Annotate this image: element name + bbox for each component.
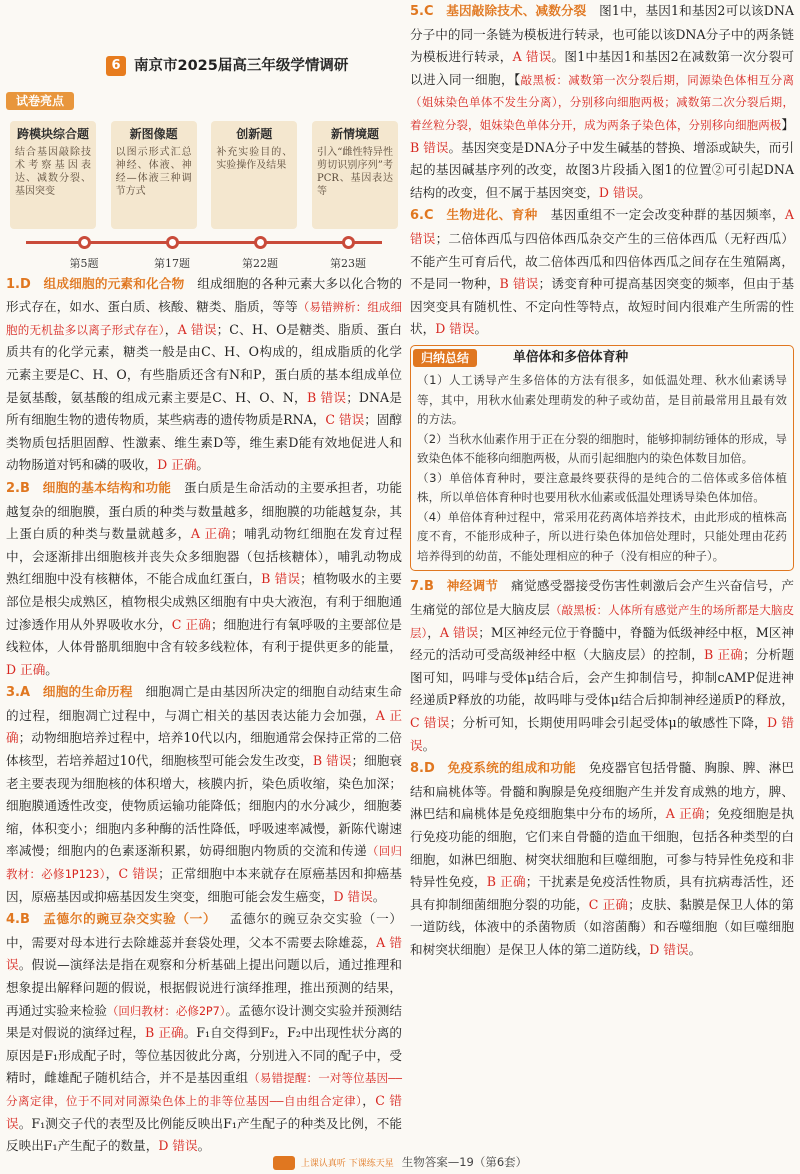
answer-paragraph bbox=[6, 681, 402, 908]
answer-list-left bbox=[6, 273, 402, 1158]
answer-text: 。假说—演绎法是指在观察和分析基础上提出问题以后，通过推理和想象提出解释问题的假说，根据假说进行演绎推理，推出预测的结果，再通过实验来检验 bbox=[6, 957, 403, 1018]
summary-item: （1）人工诱导产生多倍体的方法有很多，如低温处理、秋水仙素诱导等，其中，用秋水仙素处理萌发的种子或幼苗，是目前最常用且最有效的方法。 bbox=[417, 373, 787, 427]
answer-text: ， bbox=[105, 866, 119, 882]
footer-page-label: 生物答案—19（第6套） bbox=[401, 1155, 528, 1169]
answer-list-right bbox=[410, 0, 794, 341]
answer-text: ；免疫细胞是执行免疫功能的细胞，它们来自骨髓的造血干细胞，包括各种类型的白细胞，如淋巴细胞、树突状细胞和巨噬细胞，可参与特异性免疫和非特异性免疫， bbox=[410, 806, 795, 890]
annotation-note: （回归教材：必修2P7） bbox=[106, 1003, 226, 1018]
answer-number: 7.B bbox=[410, 579, 434, 595]
answer-topic: 基因敲除技术、减数分裂 bbox=[446, 3, 587, 18]
card-title: 创新题 bbox=[236, 126, 273, 141]
answer-topic: 神经调节 bbox=[446, 578, 499, 594]
answer-text: ；诱变育种可提高基因突变的频率，但由于基因突变具有随机性、不定向性等特点，故短时间内很难产生所需的性状， bbox=[410, 276, 795, 337]
answer-text: 。基因突变是DNA分子中发生碱基的替换、增添或缺失，而引起的基因碱基序列的改变，故图3片段插入图1的位置②可引起DNA结构的改变，但不属于基因突变， bbox=[410, 139, 794, 200]
highlight-tag: 试卷亮点 bbox=[6, 92, 74, 110]
timeline-label: 第5题 bbox=[69, 256, 99, 270]
answer-text: 。 bbox=[45, 661, 58, 677]
answer-text: 。 bbox=[196, 457, 210, 473]
answer-text: ；动物细胞培养过程中，培养10代以内，细胞通常会保持正常的二倍体核型，若培养超过10代，细胞核型可能会发生改变， bbox=[6, 730, 403, 769]
answer-number: 8.D bbox=[410, 761, 435, 777]
timeline-label: 第17题 bbox=[154, 256, 190, 270]
verdict-text: C 正确 bbox=[588, 896, 629, 912]
answer-text: ；细胞衰老主要表现为细胞核的体积增大，核膜内折，染色质收缩，染色加深；细胞膜通透性改变，使物质运输功能降低；细胞内的水分减少，细胞萎缩，体积变小；细胞内多种酶的活性降低，呼吸速率减慢，新陈代谢速率减慢；细胞内的色素逐渐积累，妨碍细胞内物质的交流和传递 bbox=[6, 753, 403, 859]
verdict-text: D 错误 bbox=[158, 1138, 198, 1154]
verdict-text: A 正确 bbox=[6, 707, 402, 746]
answer-text: 。 bbox=[688, 941, 702, 957]
answer-text: 。F₁自交得到F₂，F₂中出现性状分离的原因是F₁形成配子时，等位基因彼此分离，分别进入不同的配子中，受精时，雌雄配子随机结合，并不是基因重组 bbox=[6, 1025, 403, 1086]
timeline-dot bbox=[166, 236, 179, 249]
card-title: 新情境题 bbox=[330, 126, 379, 141]
answer-number: 1.D bbox=[6, 276, 31, 292]
verdict-text: B 正确 bbox=[145, 1025, 184, 1041]
answer-text: ；DNA是所有细胞生物的遗传物质，某些病毒的遗传物质是RNA， bbox=[6, 389, 402, 428]
verdict-text: D 错误 bbox=[435, 321, 475, 337]
summary-item: （3）单倍体育种时，要注意最终要获得的是纯合的二倍体或多倍体植株，所以单倍体育种时也要用秋水仙素或低温处理诱导染色体加倍。 bbox=[417, 470, 787, 505]
verdict-text: C 错误 bbox=[118, 866, 159, 882]
card-title: 跨模块综合题 bbox=[16, 126, 89, 141]
footer-brand: 上课认真听 下课练天星 bbox=[300, 1159, 394, 1169]
answer-text: 蛋白质是生命活动的主要承担者，功能越复杂的细胞膜，蛋白质的种类与数量越多，细胞膜的功能越复杂，其上蛋白质的种类与数量就越多， bbox=[6, 479, 403, 542]
verdict-text: A 错误 bbox=[512, 49, 552, 65]
verdict-text: B 错误 bbox=[499, 276, 539, 292]
answer-number: 6.C bbox=[410, 208, 434, 224]
answer-text: ；皮肤、黏膜是保卫人体的第一道防线，体液中的杀菌物质（如溶菌酶）和吞噬细胞（如巨噬细胞和树突状细胞）是保卫人体的第二道防线， bbox=[410, 896, 795, 957]
answer-topic: 细胞的基本结构和功能 bbox=[42, 479, 172, 495]
answer-text: 。孟德尔设计测交实验并预测结果是对假说的演绎过程， bbox=[6, 1002, 402, 1041]
answer-paragraph bbox=[410, 0, 794, 204]
answer-text: ；干扰素是免疫活性物质，具有抗病毒活性，还具有抑制细菌细胞分裂的功能， bbox=[410, 874, 795, 912]
verdict-text: B 错误 bbox=[312, 753, 352, 769]
answer-paragraph bbox=[410, 204, 794, 341]
card-body: 以图示形式汇总神经、体液、神经—体液三种调节方式 bbox=[115, 146, 192, 197]
answer-text: 。 bbox=[197, 1138, 211, 1154]
answer-text: 。 bbox=[474, 321, 488, 337]
highlight-card bbox=[211, 121, 297, 229]
timeline bbox=[6, 233, 402, 271]
answer-text: 组成细胞的各种元素大多以化合物的形式存在，如水、蛋白质、核酸、糖类、脂质，等等 bbox=[6, 275, 403, 315]
verdict-text: A 错误 bbox=[410, 207, 795, 246]
verdict-text: A 正确 bbox=[665, 806, 705, 822]
highlight-cards bbox=[6, 121, 402, 229]
answer-text: 。F₁测交子代的表型及比例能反映出F₁产生配子的种类及比例，不能反映出F₁产生配子的数量， bbox=[6, 1115, 402, 1154]
annotation-note: （易错提醒：一对等位基因——分离定律，位于不同对同源染色体上的非等位基因——自由组合定律） bbox=[6, 1071, 402, 1108]
verdict-text: D 错误 bbox=[649, 941, 689, 957]
section-title: 南京市2025届高三年级学情调研 bbox=[134, 57, 349, 74]
summary-tag: 归纳总结 bbox=[413, 349, 477, 367]
answer-text: ；M区神经元位于脊髓中，脊髓为低级神经中枢，M区神经元的活动可受高级神经中枢（大脑皮层）的控制， bbox=[410, 624, 794, 663]
answer-text: 痛觉感受器接受伤害性刺激后会产生兴奋信号，产生痛觉的部位是大脑皮层 bbox=[410, 578, 795, 617]
verdict-text: D 正确 bbox=[157, 457, 197, 473]
page-footer bbox=[0, 1154, 800, 1170]
answer-text: ；正常细胞中本来就存在原癌基因和抑癌基因，原癌基因或抑癌基因发生突变，细胞可能会发生癌变， bbox=[6, 866, 403, 904]
answer-text: ， bbox=[362, 1092, 376, 1108]
answer-text: 。 bbox=[638, 184, 651, 200]
annotation-note: （易错辨析：组成细胞的无机盐多以离子形式存在） bbox=[6, 300, 403, 337]
answer-text: ；植物吸水的主要部位是根尖成熟区，植物根尖成熟区细胞有中央大液泡，有利于细胞通过渗透作用从外界吸收水分， bbox=[6, 571, 403, 632]
card-body: 补充实验目的、实验操作及结果 bbox=[216, 146, 293, 171]
right-column bbox=[410, 0, 794, 962]
highlight-card bbox=[10, 121, 96, 229]
answer-paragraph bbox=[6, 908, 402, 1158]
verdict-text: D 错误 bbox=[333, 888, 373, 904]
answer-paragraph bbox=[6, 477, 402, 681]
annotation-note: 敲黑板：减数第一次分裂后期，同源染色体相互分离（姐妹染色单体不发生分离），分别移向细胞两极；减数第二次分裂后期，着丝粒分裂，姐妹染色单体分开，成为两条子染色体，分别移向细胞两极 bbox=[410, 72, 795, 132]
answer-text: ；细胞进行有氧呼吸的主要部位是线粒体，人体骨骼肌细胞中含有较多线粒体，有利于提供更多的能量， bbox=[6, 616, 403, 655]
verdict-text: C 错误 bbox=[325, 412, 365, 428]
answer-topic: 免疫系统的组成和功能 bbox=[447, 760, 576, 776]
answer-text: ， bbox=[164, 321, 178, 337]
answer-text: 。 bbox=[422, 737, 436, 753]
timeline-label: 第23题 bbox=[330, 256, 366, 270]
answer-text: 。图1中基因1和基因2在减数第一次分裂可以进入同一细胞，【 bbox=[410, 49, 794, 87]
answer-text: 图1中，基因1和基因2可以该DNA分子中的同一条链为模板进行转录，也可能以该DNA分子中的两条链为模板进行转录， bbox=[410, 3, 795, 65]
card-body: 引入“雌性特异性剪切识别序列”考PCR、基因表达等 bbox=[316, 146, 393, 197]
verdict-text: B 正确 bbox=[704, 647, 744, 663]
answer-text: 细胞凋亡是由基因所决定的细胞自动结束生命的过程，细胞凋亡过程中，与凋亡相关的基因表达能力会加强， bbox=[6, 684, 403, 723]
verdict-text: D 错误 bbox=[410, 714, 795, 753]
answer-number: 2.B bbox=[6, 480, 30, 496]
answer-paragraph bbox=[410, 575, 794, 757]
answer-topic: 孟德尔的豌豆杂交实验（一） bbox=[42, 911, 217, 927]
verdict-text: D 错误 bbox=[598, 184, 639, 200]
section-number: 6 bbox=[106, 56, 126, 76]
answer-paragraph bbox=[6, 273, 402, 477]
timeline-dot bbox=[342, 236, 355, 249]
answer-topic: 组成细胞的元素和化合物 bbox=[43, 275, 185, 291]
answer-text: 】 bbox=[781, 116, 794, 132]
answer-number: 3.A bbox=[6, 685, 31, 701]
summary-item: （4）单倍体育种过程中，常采用花药离体培养技术，由此形成的植株高度不育，不能形成种子，所以进行染色体加倍处理时，只能处理由花药培养得到的幼苗，不能处理相应的种子（没有相应的种子）。 bbox=[417, 509, 787, 563]
answer-text: 免疫器官包括骨髓、胸腺、脾、淋巴结和扁桃体等。骨髓和胸腺是免疫细胞产生并发育成熟的地方，脾、淋巴结和扁桃体是免疫细胞集中分布的场所， bbox=[410, 760, 795, 822]
answer-text: ；哺乳动物红细胞在发育过程中，会逐渐排出细胞核并丧失众多细胞器（包括核糖体），哺乳动物成熟红细胞中没有核糖体，不能合成血红蛋白， bbox=[6, 526, 402, 587]
section-title-bar bbox=[6, 46, 402, 86]
summary-title: 单倍体和多倍体育种 bbox=[513, 349, 629, 365]
answer-text: ；分析可知，长期使用吗啡会引起受体μ的敏感性下降， bbox=[449, 714, 768, 730]
verdict-text: B 错误 bbox=[410, 139, 449, 155]
brand-logo-icon bbox=[273, 1156, 295, 1170]
annotation-note: （回归教材：必修1P123） bbox=[6, 844, 403, 882]
summary-box bbox=[410, 345, 794, 572]
answer-topic: 生物进化、育种 bbox=[446, 207, 538, 223]
answer-list-right-lower bbox=[410, 575, 794, 961]
verdict-text: C 正确 bbox=[171, 616, 211, 632]
verdict-text: A 错误 bbox=[439, 624, 479, 640]
answer-text: ；分析题图可知，吗啡与受体μ结合后，会产生抑制信号，抑制cAMP促进神经递质P释放的功能，故吗啡与受体μ结合后抑制神经递质P的释放， bbox=[410, 647, 795, 708]
answer-text: 孟德尔的豌豆杂交实验（一）中，需要对母本进行去除雄蕊并套袋处理，父本不需要去除雄蕊， bbox=[6, 911, 403, 950]
answer-number: 4.B bbox=[6, 912, 30, 928]
summary-item: （2）当秋水仙素作用于正在分裂的细胞时，能够抑制纺锤体的形成，导致染色体不能移向细胞两极，从而引起细胞内的染色体数目加倍。 bbox=[417, 431, 787, 466]
verdict-text: A 错误 bbox=[177, 321, 217, 337]
answer-text: ；固醇类物质包括胆固醇、性激素、维生素D等，维生素D能有效地促进人和动物肠道对钙和磷的吸收， bbox=[6, 412, 402, 473]
answer-topic: 细胞的生命历程 bbox=[42, 684, 133, 700]
answer-number: 5.C bbox=[410, 4, 434, 19]
verdict-text: D 正确 bbox=[6, 661, 46, 677]
verdict-text: B 正确 bbox=[486, 874, 526, 890]
verdict-text: C 错误 bbox=[410, 714, 450, 730]
verdict-text: C 错误 bbox=[6, 1092, 403, 1131]
highlight-card bbox=[312, 121, 398, 229]
answer-text: ， bbox=[427, 624, 440, 640]
card-body: 结合基因敲除技术考察基因表达、减数分裂、基因突变 bbox=[15, 146, 91, 197]
left-column bbox=[6, 0, 402, 1158]
annotation-note: （敲黑板：人体所有感觉产生的场所都是大脑皮层） bbox=[410, 603, 795, 640]
answer-text: ；C、H、O是糖类、脂质、蛋白质共有的化学元素，糖类一般是由C、H、O构成的，组成脂质的化学元素主要是C、H、O，有些脂质还含有N和P，蛋白质的基本组成单位是氨基酸，氨基酸的组成元素主要是C、H、O、N， bbox=[6, 321, 403, 405]
timeline-dot bbox=[254, 236, 267, 249]
highlight-card bbox=[111, 121, 197, 229]
timeline-label: 第22题 bbox=[242, 256, 278, 270]
verdict-text: B 错误 bbox=[261, 571, 301, 587]
answer-text: 基因重组不一定会改变种群的基因频率， bbox=[550, 207, 785, 223]
verdict-text: A 正确 bbox=[190, 526, 231, 542]
summary-header bbox=[413, 348, 787, 368]
verdict-text: B 错误 bbox=[306, 389, 347, 405]
timeline-dot bbox=[78, 236, 91, 249]
answer-paragraph bbox=[410, 757, 794, 961]
verdict-text: A 错误 bbox=[6, 934, 403, 973]
card-title: 新图像题 bbox=[129, 126, 178, 141]
answer-text: ；二倍体西瓜与四倍体西瓜杂交产生的三倍体西瓜（无籽西瓜）不能产生可育后代，故二倍体西瓜和四倍体西瓜之间存在生殖隔离，不是同一物种， bbox=[410, 230, 795, 292]
answer-text: 。 bbox=[372, 888, 386, 904]
